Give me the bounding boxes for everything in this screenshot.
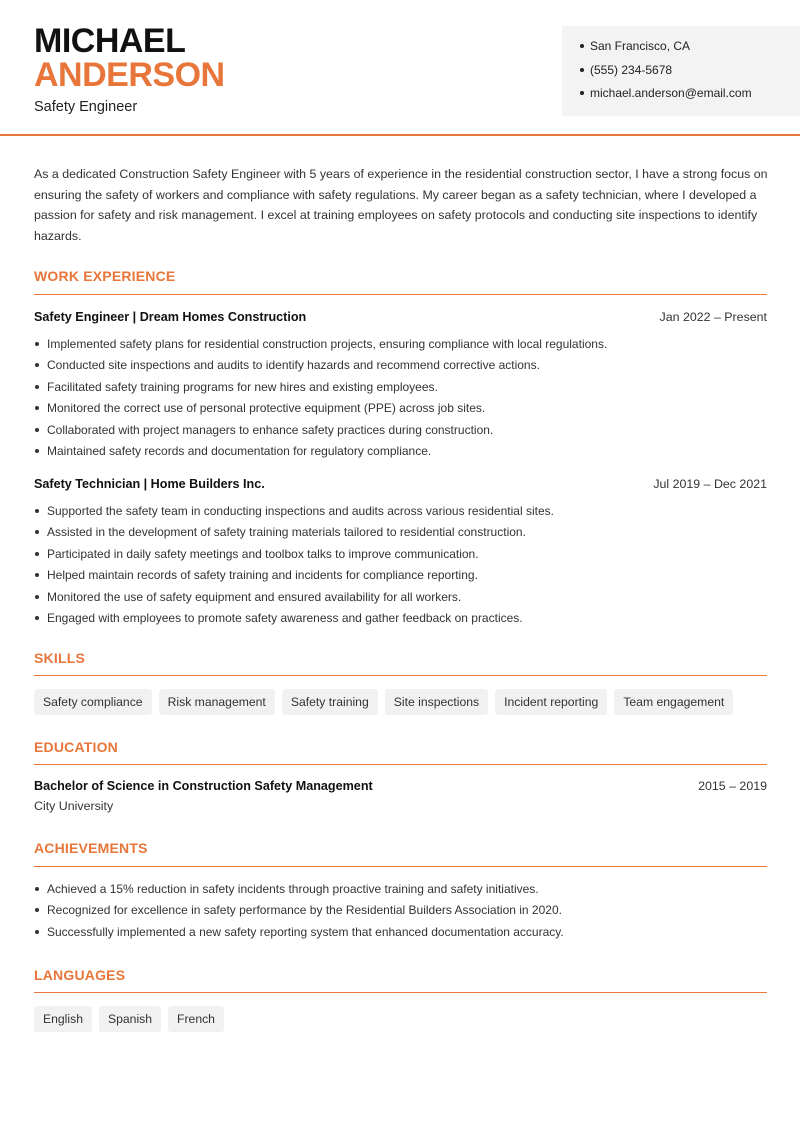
skill-tag: Incident reporting [495, 689, 607, 715]
job-header [34, 310, 767, 324]
job-role: Safety Engineer | Dream Homes Construction [34, 310, 307, 324]
list-item: Engaged with employees to promote safety awareness and gather feedback on practices. [34, 610, 767, 631]
language-tag: French [168, 1006, 224, 1032]
job-dates: Jan 2022 – Present [659, 310, 767, 324]
education-header [34, 779, 767, 793]
list-item: Recognized for excellence in safety performance by the Residential Builders Association in 2020. [34, 902, 767, 923]
job-bullets [34, 336, 767, 464]
section-divider [34, 675, 767, 676]
list-item: Conducted site inspections and audits to identify hazards and recommend corrective actions. [34, 357, 767, 378]
skills-tags [34, 689, 733, 715]
resume-header [0, 0, 800, 136]
school-name: City University [34, 799, 114, 813]
list-item: Maintained safety records and documentation for regulatory compliance. [34, 443, 767, 464]
list-item: Implemented safety plans for residential construction projects, ensuring compliance with local regulations. [34, 336, 767, 357]
contact-phone: (555) 234-5678 [580, 62, 800, 86]
job-dates: Jul 2019 – Dec 2021 [653, 477, 767, 491]
achievement-bullets [34, 881, 767, 945]
summary-paragraph: As a dedicated Construction Safety Engineer with 5 years of experience in the residential construction sector, I have a strong focus on ensuring the safety of workers and compliance with safety regulations. My career began as a safety technician, where I developed a passion for safety and risk management. I excel at training employees on safety protocols and conducting site inspections to identify hazards. [34, 167, 768, 243]
contact-location: San Francisco, CA [580, 38, 800, 62]
first-name: MICHAEL [34, 22, 186, 60]
contact-email[interactable]: michael.anderson@email.com [580, 85, 800, 109]
section-divider [34, 992, 767, 993]
job-bullets [34, 503, 767, 631]
list-item: Assisted in the development of safety training materials tailored to residential construction. [34, 524, 767, 545]
list-item: Facilitated safety training programs for new hires and existing employees. [34, 379, 767, 400]
last-name: ANDERSON [34, 56, 225, 94]
section-title-languages: LANGUAGES [34, 967, 126, 983]
section-divider [34, 764, 767, 765]
degree-name: Bachelor of Science in Construction Safety Management [34, 779, 373, 793]
skill-tag: Team engagement [614, 689, 733, 715]
skill-tag: Site inspections [385, 689, 488, 715]
list-item: Participated in daily safety meetings and toolbox talks to improve communication. [34, 546, 767, 567]
language-tags [34, 1006, 224, 1032]
job-title: Safety Engineer [34, 99, 138, 115]
job-role: Safety Technician | Home Builders Inc. [34, 477, 265, 491]
section-divider [34, 866, 767, 867]
language-tag: Spanish [99, 1006, 161, 1032]
skill-tag: Safety compliance [34, 689, 152, 715]
education-dates: 2015 – 2019 [698, 779, 767, 793]
job-header [34, 477, 767, 491]
section-divider [34, 294, 767, 295]
list-item: Supported the safety team in conducting inspections and audits across various residential sites. [34, 503, 767, 524]
skill-tag: Safety training [282, 689, 378, 715]
list-item: Successfully implemented a new safety reporting system that enhanced documentation accuracy. [34, 924, 767, 945]
list-item: Achieved a 15% reduction in safety incidents through proactive training and safety initiatives. [34, 881, 767, 902]
language-tag: English [34, 1006, 92, 1032]
section-title-skills: SKILLS [34, 650, 85, 666]
list-item: Monitored the correct use of personal protective equipment (PPE) across job sites. [34, 400, 767, 421]
section-title-education: EDUCATION [34, 739, 118, 755]
list-item: Monitored the use of safety equipment and ensured availability for all workers. [34, 589, 767, 610]
list-item: Collaborated with project managers to enhance safety practices during construction. [34, 422, 767, 443]
contact-box [562, 26, 800, 116]
skill-tag: Risk management [159, 689, 275, 715]
section-title-work: WORK EXPERIENCE [34, 268, 176, 284]
list-item: Helped maintain records of safety training and incidents for compliance reporting. [34, 567, 767, 588]
section-title-achievements: ACHIEVEMENTS [34, 840, 148, 856]
